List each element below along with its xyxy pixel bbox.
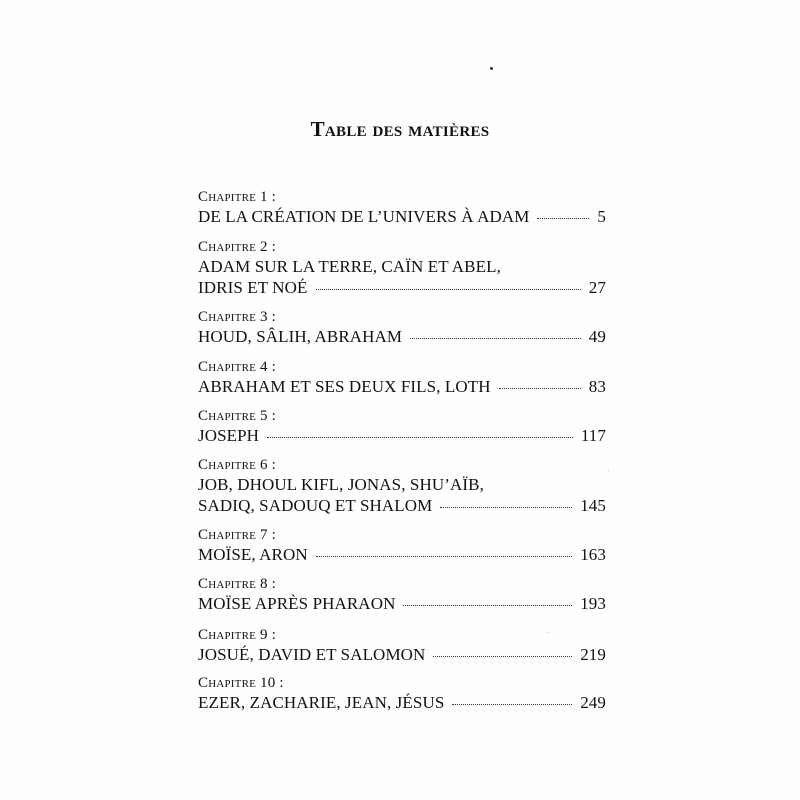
- toc-entry-chapter-7: [198, 526, 606, 565]
- chapter-number: Chapitre 2 :: [198, 239, 277, 255]
- toc-entry-chapter-5: [198, 407, 606, 446]
- toc-entry-chapter-8: [198, 575, 606, 614]
- toc-entry-chapter-2: [198, 238, 606, 298]
- chapter-number: Chapitre 10 :: [198, 675, 284, 691]
- page-number: 5: [597, 207, 606, 226]
- chapter-title: SADIQ, SADOUQ ET SHALOM: [198, 496, 433, 515]
- chapter-title-line: [198, 425, 606, 446]
- chapter-title: IDRIS ET NOÉ: [198, 278, 308, 297]
- page-number: 145: [580, 496, 606, 515]
- chapter-title: MOÏSE, ARON: [198, 545, 308, 564]
- chapter-title-line: [198, 692, 606, 713]
- dot-leader: [403, 605, 572, 606]
- chapter-title-line: [198, 544, 606, 565]
- page-number: 163: [580, 545, 606, 564]
- chapter-title: DE LA CRÉATION DE L’UNIVERS À ADAM: [198, 207, 530, 226]
- dot-leader: [267, 437, 573, 438]
- chapter-title: ABRAHAM ET SES DEUX FILS, LOTH: [198, 377, 491, 396]
- ink-speck: [490, 67, 493, 70]
- dot-leader: [433, 656, 572, 657]
- chapter-title-line: [198, 206, 606, 227]
- dot-leader: [537, 218, 589, 219]
- toc-entry-chapter-1: [198, 188, 606, 227]
- page-number: 193: [580, 594, 606, 613]
- toc-entry-chapter-3: [198, 308, 606, 347]
- dot-leader: [452, 704, 572, 705]
- chapter-number: Chapitre 8 :: [198, 576, 277, 592]
- chapter-title: JOB, DHOUL KIFL, JONAS, SHU’AÏB,: [198, 475, 484, 494]
- page-title: Table des matières: [310, 117, 490, 141]
- dot-leader: [499, 388, 581, 389]
- chapter-title: ADAM SUR LA TERRE, CAÏN ET ABEL,: [198, 257, 501, 276]
- chapter-title-line: [198, 593, 606, 614]
- chapter-number: Chapitre 3 :: [198, 309, 277, 325]
- chapter-title: JOSUÉ, DAVID ET SALOMON: [198, 645, 426, 664]
- dot-leader: [316, 556, 572, 557]
- dot-leader: [410, 338, 581, 339]
- chapter-title-line: [198, 326, 606, 347]
- toc-entry-chapter-9: [198, 626, 606, 665]
- chapter-number: Chapitre 1 :: [198, 189, 277, 205]
- page-number: 117: [580, 426, 606, 445]
- page-number: 49: [588, 327, 606, 346]
- chapter-number: Chapitre 7 :: [198, 527, 277, 543]
- toc-entry-chapter-6: [198, 456, 606, 516]
- chapter-title: HOUD, SÂLIH, ABRAHAM: [198, 327, 403, 346]
- chapter-title: EZER, ZACHARIE, JEAN, JÉSUS: [198, 693, 445, 712]
- chapter-number: Chapitre 4 :: [198, 359, 277, 375]
- toc-entry-chapter-4: [198, 358, 606, 397]
- dot-leader: [316, 289, 581, 290]
- page-number: 27: [588, 278, 606, 297]
- chapter-title-line: [198, 376, 606, 397]
- page-number: 219: [580, 645, 606, 664]
- page-number: 249: [580, 693, 606, 712]
- chapter-number: Chapitre 9 :: [198, 627, 277, 643]
- chapter-title: MOÏSE APRÈS PHARAON: [198, 594, 396, 613]
- page-number: 83: [588, 377, 606, 396]
- chapter-title: JOSEPH: [198, 426, 260, 445]
- chapter-title-line: [198, 495, 606, 516]
- toc-entry-chapter-10: [198, 674, 606, 713]
- ink-speck: [608, 470, 609, 471]
- chapter-title-line: [198, 277, 606, 298]
- chapter-number: Chapitre 6 :: [198, 457, 277, 473]
- chapter-number: Chapitre 5 :: [198, 408, 277, 424]
- chapter-title-line: [198, 644, 606, 665]
- dot-leader: [440, 507, 572, 508]
